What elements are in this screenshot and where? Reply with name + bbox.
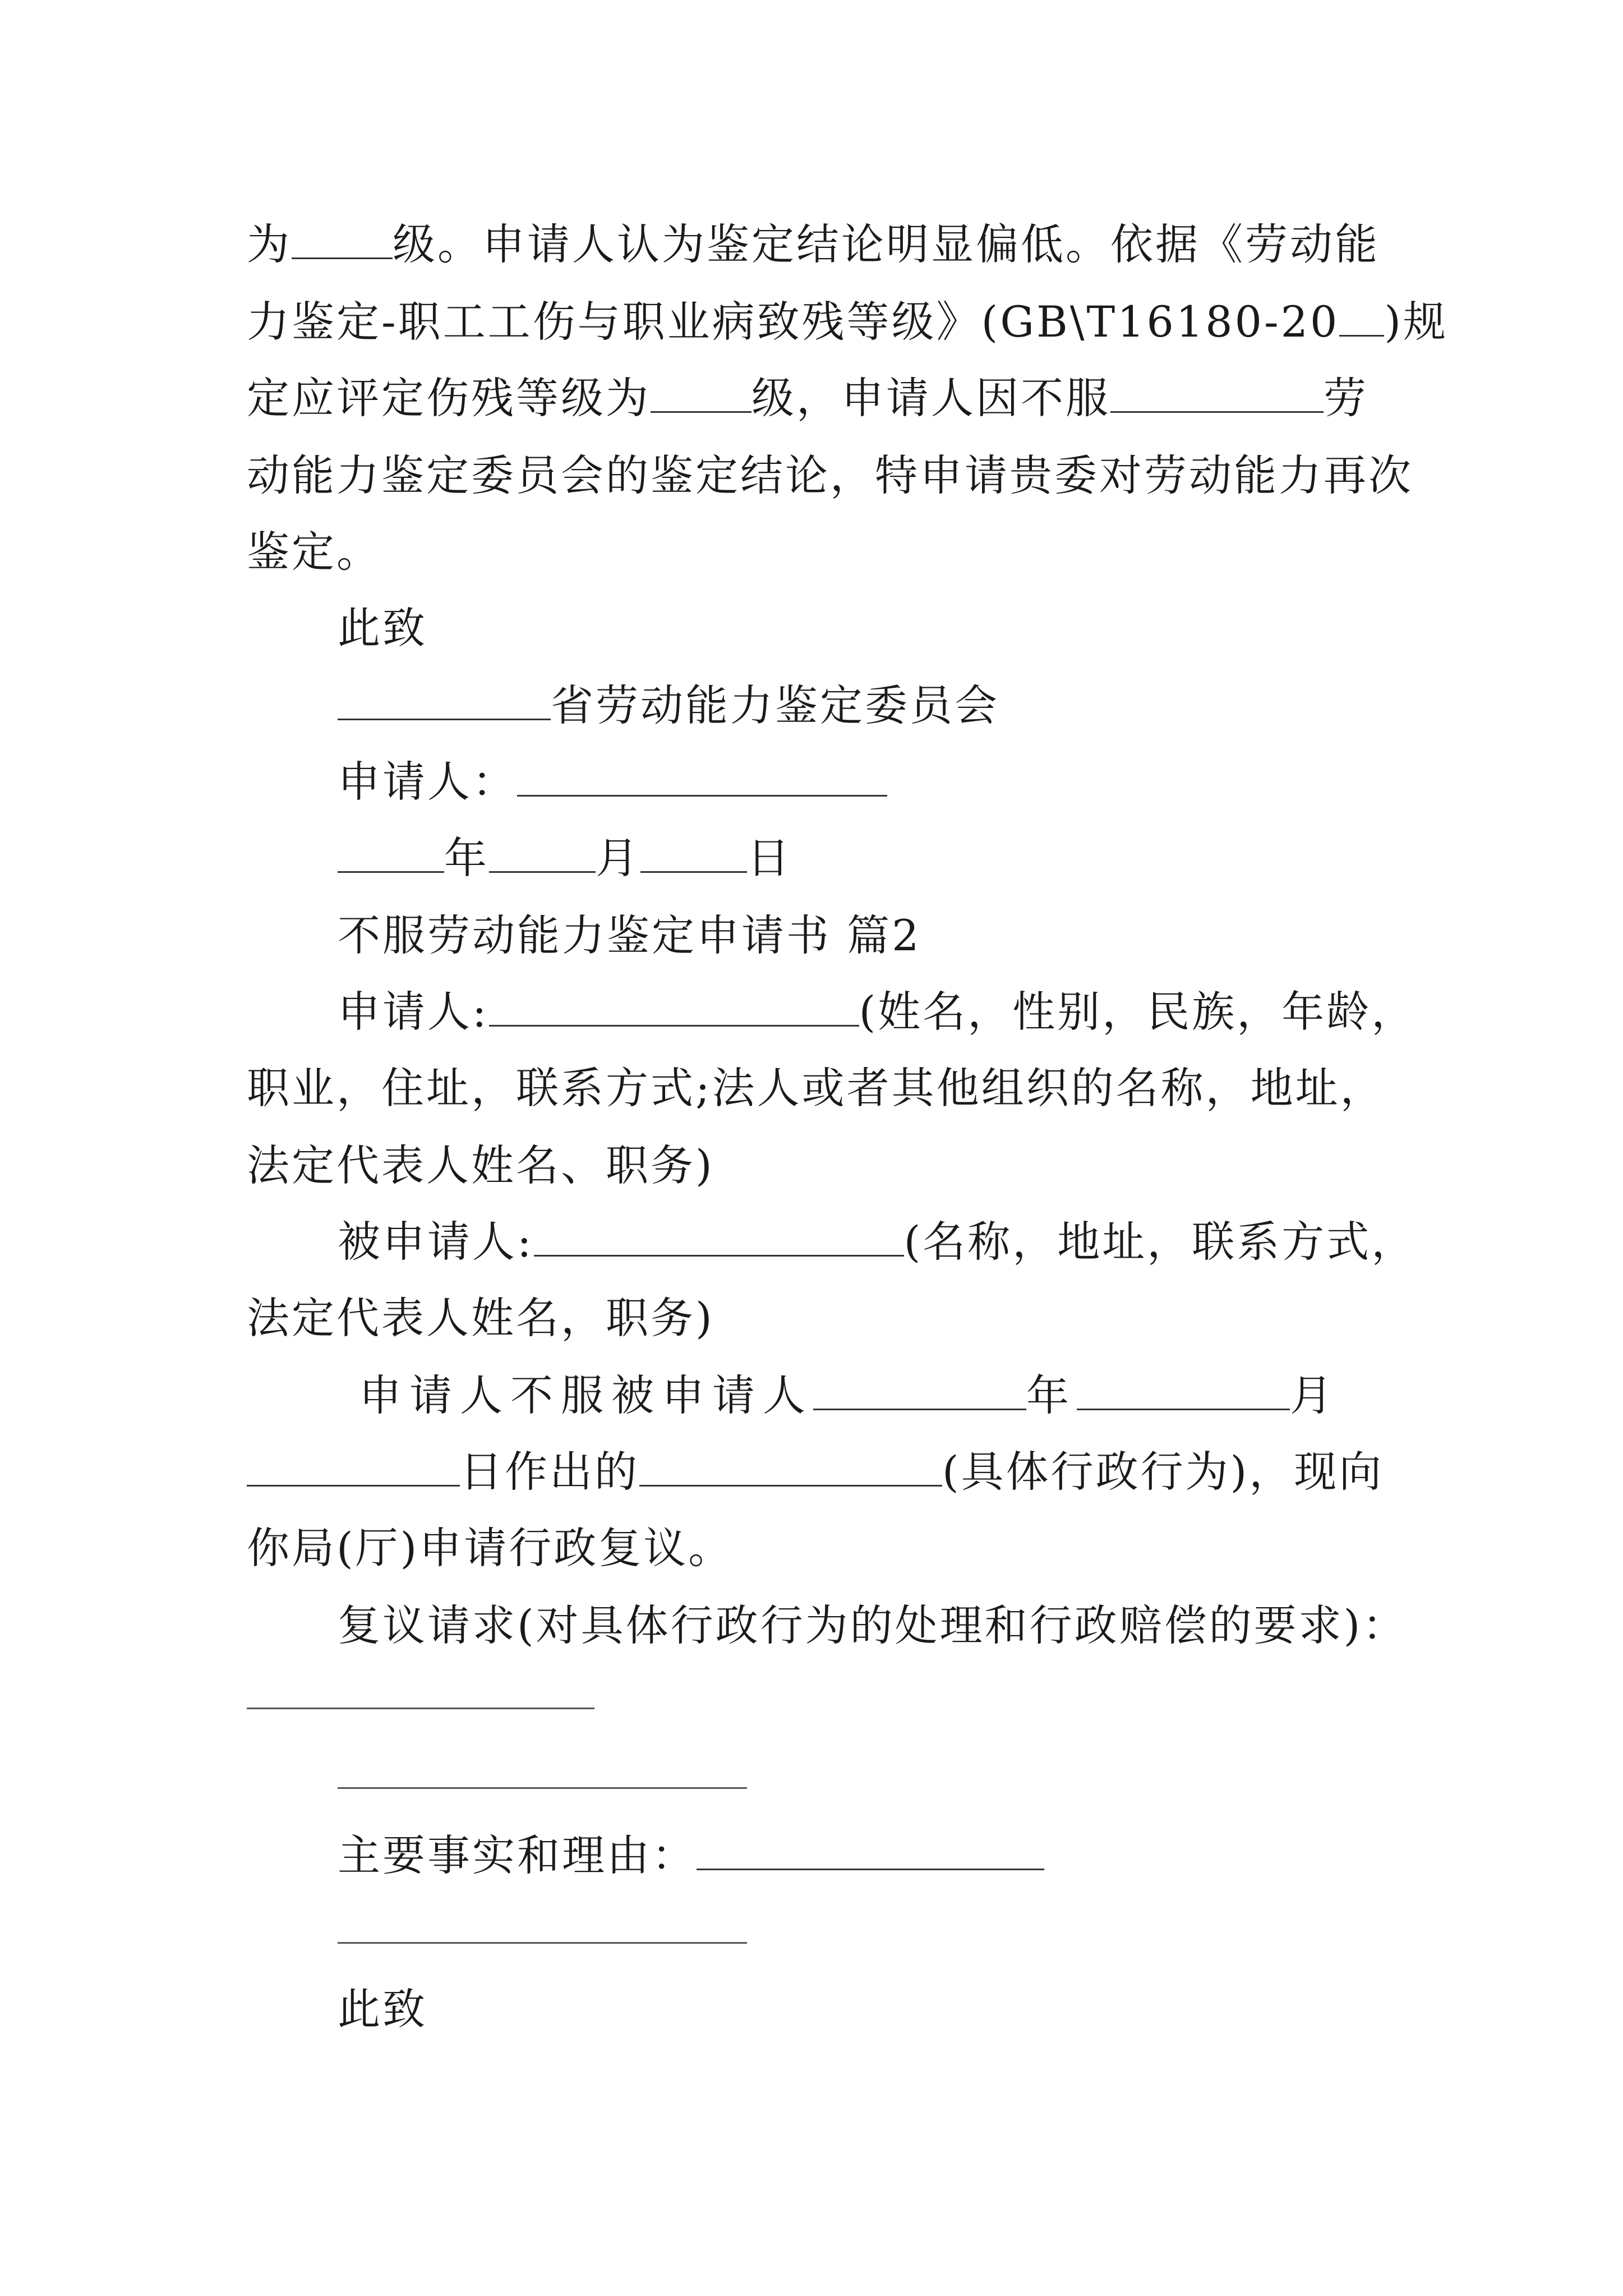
text: 你局(厅)申请行政复议。	[247, 1523, 734, 1573]
blank-field	[639, 1451, 942, 1487]
blank-field	[489, 838, 596, 873]
blank-field	[640, 838, 747, 873]
respondent-line	[338, 1215, 1416, 1269]
text: 申请人不服被申请人	[359, 1370, 813, 1420]
blank-field	[292, 224, 393, 259]
text: 职业，住址，联系方式;法人或者其他组织的名称，地址，	[247, 1063, 1385, 1113]
text: 日	[747, 833, 792, 883]
blank-field	[534, 1221, 904, 1257]
blank-field	[338, 685, 551, 720]
text: 为	[247, 219, 292, 269]
blank-field	[697, 1835, 1044, 1870]
blank-field	[1339, 301, 1384, 337]
text: 申请人:	[338, 987, 489, 1037]
date-line	[338, 831, 792, 885]
paragraph-line-2	[247, 295, 1448, 349]
text: 复议请求(对具体行政行为的处理和行政赔偿的要求)：	[338, 1600, 1408, 1650]
text: 级，申请人因不服	[751, 373, 1110, 423]
request-blank-rule	[338, 1787, 747, 1789]
blank-field	[813, 1375, 1026, 1410]
blank-field	[1110, 378, 1324, 413]
applicant-note-line-3	[247, 1139, 714, 1193]
section-title	[338, 909, 921, 963]
blank-field	[338, 838, 444, 873]
text: 年	[444, 833, 489, 883]
text: 申请人：	[338, 757, 517, 807]
text: (具体行政行为)，现向	[942, 1447, 1384, 1497]
paragraph-line-1	[247, 218, 1380, 272]
respondent-note-line-2	[247, 1291, 714, 1345]
blank-field	[1077, 1375, 1290, 1410]
paragraph-line-5	[247, 525, 381, 579]
text: 定应评定伤残等级为	[247, 373, 651, 423]
statement-line-2	[247, 1445, 1384, 1499]
blank-field	[489, 991, 859, 1027]
text: 省劳动能力鉴定委员会	[551, 680, 999, 730]
blank-field	[247, 1451, 460, 1487]
text: 不服劳动能力鉴定申请书 篇2	[338, 910, 921, 960]
text: 法定代表人姓名、职务)	[247, 1140, 714, 1190]
paragraph-line-4	[247, 449, 1413, 503]
salutation	[338, 601, 427, 655]
applicant-note-line-2	[247, 1061, 1385, 1115]
text: 年	[1026, 1370, 1077, 1420]
statement-line-1	[359, 1369, 1340, 1423]
paragraph-line-3	[247, 371, 1368, 425]
recipient-line	[338, 679, 999, 733]
salutation-2	[338, 1982, 427, 2036]
text: 此致	[338, 603, 427, 653]
text: 劳	[1324, 373, 1368, 423]
text: 鉴定。	[247, 527, 381, 577]
text: (姓名，性别，民族，年龄，	[859, 987, 1417, 1037]
applicant-signature-line	[338, 755, 887, 809]
text: 主要事实和理由：	[338, 1830, 697, 1880]
text: 月	[596, 833, 640, 883]
text: (名称，地址，联系方式，	[903, 1217, 1417, 1267]
text: )规	[1384, 297, 1448, 347]
text: 日作出的	[460, 1447, 639, 1497]
text: 动能力鉴定委员会的鉴定结论，特申请贵委对劳动能力再次	[247, 450, 1413, 500]
text: 此致	[338, 1984, 427, 2034]
facts-line	[338, 1829, 1044, 1883]
blank-field	[517, 761, 887, 797]
text: 法定代表人姓名，职务)	[247, 1293, 714, 1343]
blank-field	[651, 378, 751, 413]
text: 力鉴定-职工工伤与职业病致残等级》(GB\T16180-20	[247, 297, 1340, 347]
facts-blank-rule	[338, 1942, 747, 1944]
text: 月	[1290, 1370, 1340, 1420]
request-blank-rule	[247, 1708, 594, 1709]
applicant-line	[338, 985, 1416, 1039]
statement-line-3	[247, 1521, 733, 1575]
request-label	[338, 1599, 1407, 1653]
text: 被申请人:	[338, 1217, 534, 1267]
text: 级。申请人认为鉴定结论明显偏低。依据《劳动能	[393, 219, 1380, 269]
